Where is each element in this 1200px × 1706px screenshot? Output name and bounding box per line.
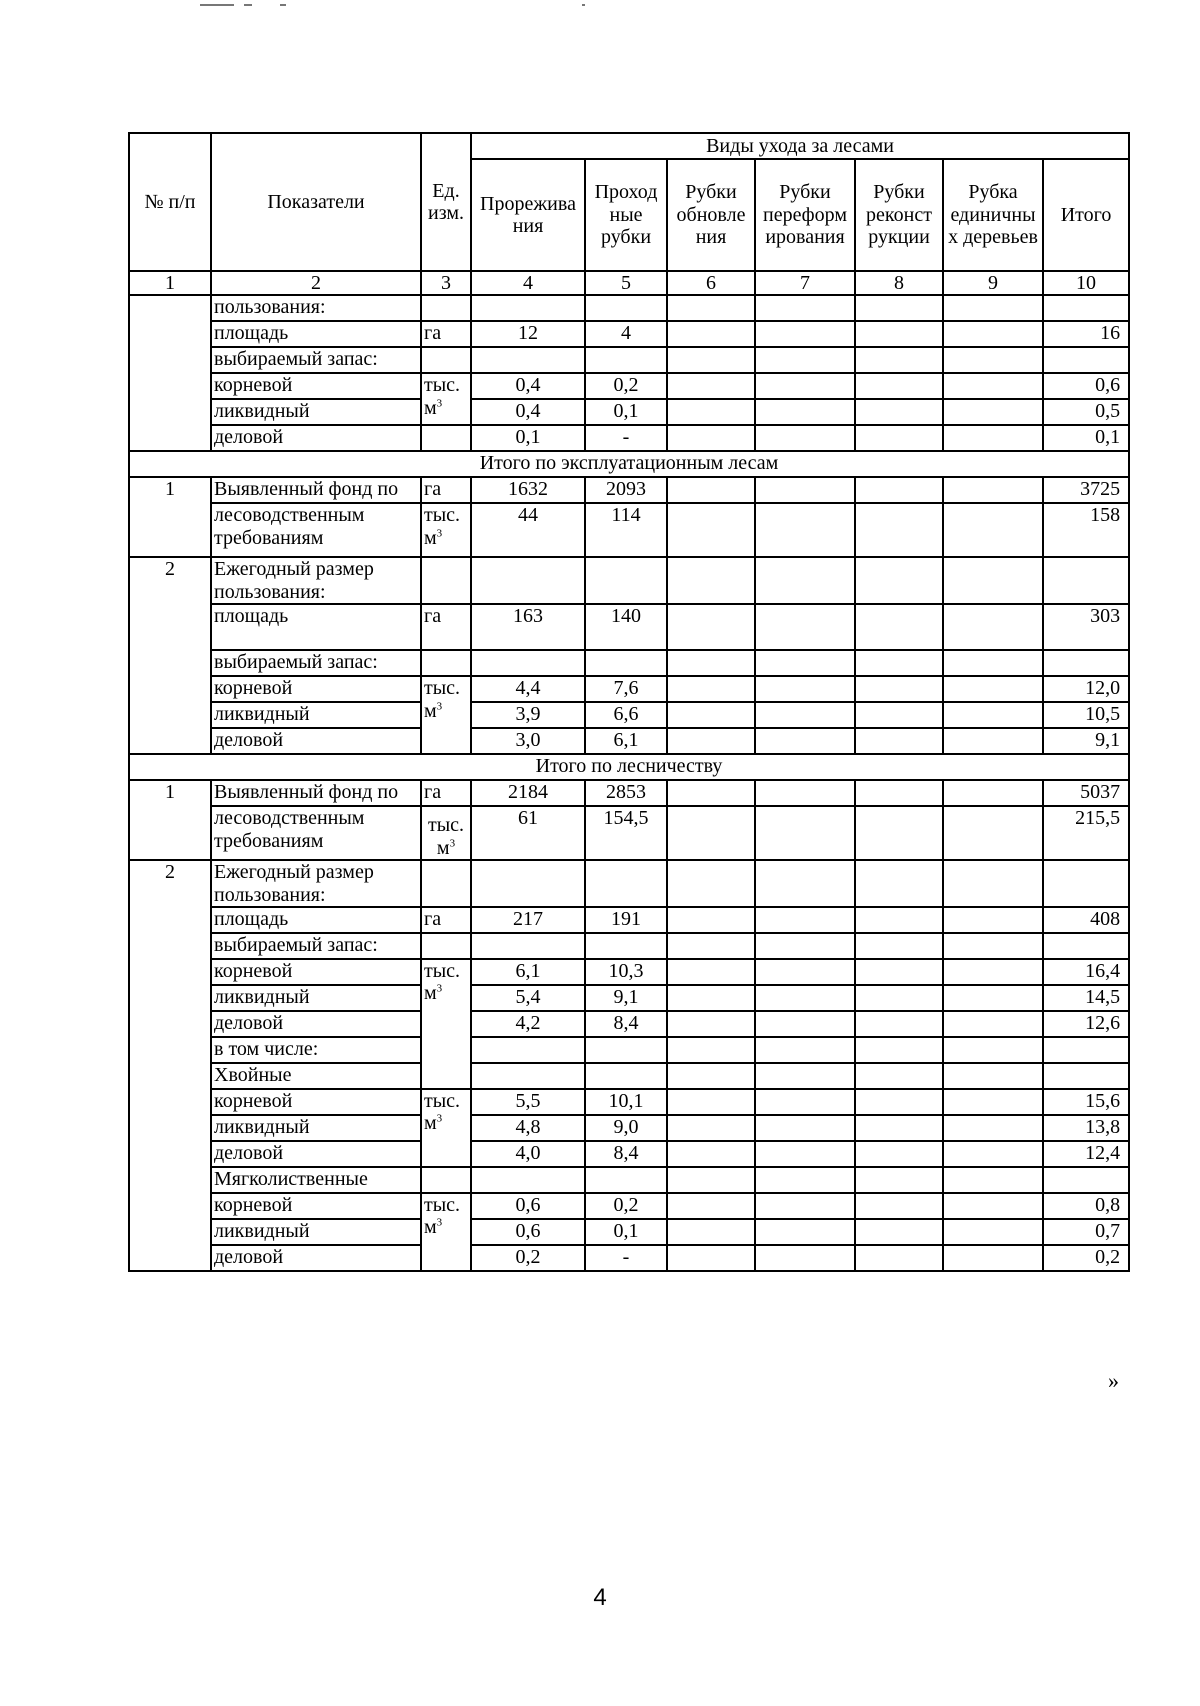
header-type-renewal: Рубки обновле ния	[667, 159, 755, 271]
total-cell: 0,6	[1043, 373, 1129, 399]
label-liquid: ликвидный	[211, 1115, 421, 1141]
label-conifer: Хвойные	[211, 1063, 421, 1089]
total-cell: 12,0	[1043, 676, 1129, 702]
label-liquid: ликвидный	[211, 985, 421, 1011]
value-cell: 163	[471, 604, 585, 650]
value-cell: 44	[471, 503, 585, 557]
total-cell: 13,8	[1043, 1115, 1129, 1141]
total-cell: 14,5	[1043, 985, 1129, 1011]
value-cell: 5,5	[471, 1089, 585, 1115]
label-business: деловой	[211, 1245, 421, 1271]
label-stock: выбираемый запас:	[211, 933, 421, 959]
value-cell: 0,4	[471, 399, 585, 425]
table-row	[129, 1193, 1129, 1219]
value-cell: 10,3	[585, 959, 667, 985]
total-cell: 16,4	[1043, 959, 1129, 985]
label-annual: Ежегодный размер пользования:	[211, 860, 421, 907]
value-cell: 3,0	[471, 728, 585, 754]
table-row	[129, 702, 1129, 728]
section-title: Итого по лесничеству	[129, 754, 1129, 780]
header-type-thinning: Прорежива ния	[471, 159, 585, 271]
row-number: 1	[129, 477, 211, 557]
table-row	[129, 1219, 1129, 1245]
value-cell: 217	[471, 907, 585, 933]
table-row	[129, 557, 1129, 604]
unit-thous-m3: тыс. $м^3$	[421, 959, 471, 1089]
total-cell: 215,5	[1043, 806, 1129, 860]
label-liquid: ликвидный	[211, 399, 421, 425]
header-unit: Ед. изм.	[421, 133, 471, 271]
table-row	[129, 1011, 1129, 1037]
table-row	[129, 806, 1129, 860]
total-cell: 0,2	[1043, 1245, 1129, 1271]
label-area: площадь	[211, 907, 421, 933]
value-cell: 191	[585, 907, 667, 933]
table-row	[129, 1167, 1129, 1193]
column-number-row	[129, 271, 1129, 295]
column-number: 6	[667, 271, 755, 295]
header-type-reformation: Рубки переформ ирования	[755, 159, 855, 271]
header-type-single-trees: Рубка единичны х деревьев	[943, 159, 1043, 271]
total-cell: 0,8	[1043, 1193, 1129, 1219]
unit-thous-m3: тыс. $м^3$	[421, 373, 471, 425]
table-row	[129, 321, 1129, 347]
label-business: деловой	[211, 1011, 421, 1037]
page-number: 4	[593, 1584, 607, 1611]
row-num-empty	[129, 295, 211, 451]
value-cell: -	[585, 425, 667, 451]
header-indicators: Показатели	[211, 133, 421, 271]
unit-ha: га	[421, 907, 471, 933]
unit-ha: га	[421, 321, 471, 347]
value-cell: 0,6	[471, 1219, 585, 1245]
value-cell: 9,0	[585, 1115, 667, 1141]
table-row	[129, 503, 1129, 557]
value-cell: 0,4	[471, 373, 585, 399]
table-row	[129, 1063, 1129, 1089]
unit-ha: га	[421, 604, 471, 650]
value-cell: 0,1	[585, 1219, 667, 1245]
value-cell: 2184	[471, 780, 585, 806]
total-cell: 158	[1043, 503, 1129, 557]
value-cell: 10,1	[585, 1089, 667, 1115]
row-number: 2	[129, 557, 211, 754]
unit-thous-m3: тыс. $м^3$	[421, 503, 471, 557]
value-cell: 6,1	[471, 959, 585, 985]
value-cell: 2853	[585, 780, 667, 806]
table-row	[129, 347, 1129, 373]
table-row	[129, 1089, 1129, 1115]
value-cell: 2093	[585, 477, 667, 503]
total-cell: 12,4	[1043, 1141, 1129, 1167]
label-area: площадь	[211, 604, 421, 650]
label-fund: Выявленный фонд по	[211, 477, 421, 503]
table-row	[129, 676, 1129, 702]
label-area: площадь	[211, 321, 421, 347]
unit-ha: га	[421, 477, 471, 503]
value-cell: 0,2	[471, 1245, 585, 1271]
total-cell: 408	[1043, 907, 1129, 933]
total-cell: 0,7	[1043, 1219, 1129, 1245]
value-cell: 0,2	[585, 373, 667, 399]
column-number: 7	[755, 271, 855, 295]
header-num: № п/п	[129, 133, 211, 271]
value-cell: 4,2	[471, 1011, 585, 1037]
label-business: деловой	[211, 1141, 421, 1167]
table-row	[129, 425, 1129, 451]
label-root: корневой	[211, 373, 421, 399]
label-business: деловой	[211, 728, 421, 754]
column-number: 9	[943, 271, 1043, 295]
forest-care-table	[128, 132, 1130, 1272]
value-cell: 12	[471, 321, 585, 347]
table-row	[129, 477, 1129, 503]
value-cell: 0,1	[471, 425, 585, 451]
table-row	[129, 1245, 1129, 1271]
table-row	[129, 399, 1129, 425]
value-cell: 3,9	[471, 702, 585, 728]
section-title: Итого по эксплуатационным лесам	[129, 451, 1129, 477]
table-row	[129, 860, 1129, 907]
column-number: 4	[471, 271, 585, 295]
unit-thous-m3: тыс. $м^3$	[421, 806, 471, 860]
value-cell: 9,1	[585, 985, 667, 1011]
value-cell: 4,0	[471, 1141, 585, 1167]
value-cell: 61	[471, 806, 585, 860]
table-row	[129, 1141, 1129, 1167]
table-row	[129, 1037, 1129, 1063]
label-fund-cont: лесоводственным требованиям	[211, 503, 421, 557]
table-row	[129, 295, 1129, 321]
label-business: деловой	[211, 425, 421, 451]
value-cell: 1632	[471, 477, 585, 503]
table-row	[129, 604, 1129, 650]
column-number: 5	[585, 271, 667, 295]
scan-artifacts	[200, 4, 1000, 8]
value-cell: 0,2	[585, 1193, 667, 1219]
label-root: корневой	[211, 1089, 421, 1115]
value-cell: 8,4	[585, 1011, 667, 1037]
label-root: корневой	[211, 959, 421, 985]
column-number: 3	[421, 271, 471, 295]
value-cell: 4,4	[471, 676, 585, 702]
total-cell: 15,6	[1043, 1089, 1129, 1115]
label-softleaf: Мягколиственные	[211, 1167, 421, 1193]
value-cell: 6,1	[585, 728, 667, 754]
header-type-passage: Проход ные рубки	[585, 159, 667, 271]
table-row	[129, 728, 1129, 754]
total-cell: 3725	[1043, 477, 1129, 503]
value-cell: 6,6	[585, 702, 667, 728]
row-number: 1	[129, 780, 211, 860]
value-cell: 7,6	[585, 676, 667, 702]
label-including: в том числе:	[211, 1037, 421, 1063]
total-cell: 0,5	[1043, 399, 1129, 425]
table-row	[129, 907, 1129, 933]
label-root: корневой	[211, 1193, 421, 1219]
value-cell: 0,6	[471, 1193, 585, 1219]
header-total: Итого	[1043, 159, 1129, 271]
label-liquid: ликвидный	[211, 1219, 421, 1245]
section-row	[129, 451, 1129, 477]
table-row	[129, 933, 1129, 959]
value-cell: 4	[585, 321, 667, 347]
total-cell: 12,6	[1043, 1011, 1129, 1037]
closing-quote-mark: »	[1108, 1368, 1119, 1393]
total-cell: 0,1	[1043, 425, 1129, 451]
total-cell: 16	[1043, 321, 1129, 347]
column-number: 2	[211, 271, 421, 295]
header-row-1	[129, 133, 1129, 159]
total-cell: 5037	[1043, 780, 1129, 806]
label-stock: выбираемый запас:	[211, 650, 421, 676]
label-root: корневой	[211, 676, 421, 702]
value-cell: 140	[585, 604, 667, 650]
total-cell: 303	[1043, 604, 1129, 650]
value-cell: 0,1	[585, 399, 667, 425]
header-group-title: Виды ухода за лесами	[471, 133, 1129, 159]
table-row	[129, 373, 1129, 399]
table-row	[129, 780, 1129, 806]
table-row	[129, 959, 1129, 985]
column-number: 10	[1043, 271, 1129, 295]
value-cell: 5,4	[471, 985, 585, 1011]
value-cell: -	[585, 1245, 667, 1271]
unit-thous-m3: тыс. $м^3$	[421, 1193, 471, 1271]
column-number: 8	[855, 271, 943, 295]
label-liquid: ликвидный	[211, 702, 421, 728]
label-usage: пользования:	[211, 295, 421, 321]
unit-ha: га	[421, 780, 471, 806]
total-cell: 9,1	[1043, 728, 1129, 754]
section-row	[129, 754, 1129, 780]
table-row	[129, 1115, 1129, 1141]
table-row	[129, 985, 1129, 1011]
value-cell: 114	[585, 503, 667, 557]
value-cell: 154,5	[585, 806, 667, 860]
table-row	[129, 650, 1129, 676]
value-cell: 8,4	[585, 1141, 667, 1167]
value-cell: 4,8	[471, 1115, 585, 1141]
unit-thous-m3: тыс. $м^3$	[421, 1089, 471, 1167]
label-annual: Ежегодный размер пользования:	[211, 557, 421, 604]
total-cell: 10,5	[1043, 702, 1129, 728]
label-stock: выбираемый запас:	[211, 347, 421, 373]
header-type-reconstruction: Рубки реконст рукции	[855, 159, 943, 271]
row-number: 2	[129, 860, 211, 1271]
unit-thous-m3: тыс. $м^3$	[421, 676, 471, 754]
label-fund: Выявленный фонд по	[211, 780, 421, 806]
label-fund-cont: лесоводственным требованиям	[211, 806, 421, 860]
column-number: 1	[129, 271, 211, 295]
